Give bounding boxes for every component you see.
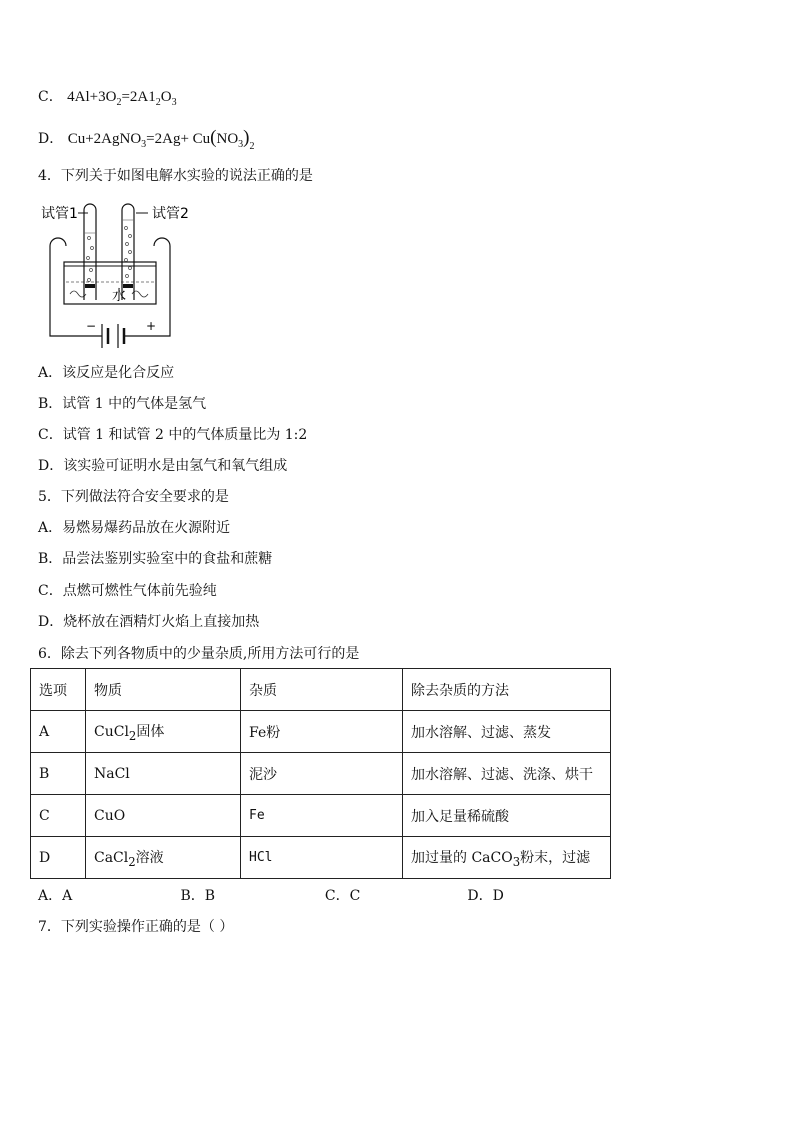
q5-stem: 5．下列做法符合安全要求的是 bbox=[38, 489, 229, 505]
row-option: B bbox=[31, 753, 86, 795]
table-row bbox=[31, 795, 611, 837]
header-option: 选项 bbox=[31, 669, 86, 711]
q6-stem: 6．除去下列各物质中的少量杂质,所用方法可行的是 bbox=[38, 646, 360, 662]
water-container bbox=[64, 262, 156, 304]
q4-option-c: C．试管 1 和试管 2 中的气体质量比为 1:2 bbox=[38, 427, 308, 443]
electrode-1 bbox=[85, 284, 95, 288]
minus-sign: − bbox=[86, 319, 97, 333]
table-row bbox=[31, 837, 611, 879]
row-option: A bbox=[31, 711, 86, 753]
q3-option-c: C． $4Al+3O_2=2A1_2O_3$ bbox=[38, 89, 177, 108]
row-impurity: HCl bbox=[241, 837, 403, 879]
q4-option-a: A．该反应是化合反应 bbox=[38, 365, 175, 381]
row-impurity: Fe bbox=[241, 795, 403, 837]
tube2-label: 试管2 bbox=[152, 206, 189, 222]
answer-b: B．B bbox=[180, 888, 216, 904]
q3-option-d-equation: Cu+2AgNO$_3$=2Ag+ $Cu(NO_3)_2$ bbox=[67, 127, 255, 152]
tube1-label: 试管1 bbox=[41, 206, 78, 222]
q5-option-b: B．品尝法鉴别实验室中的食盐和蔗糖 bbox=[38, 551, 273, 567]
q6-table bbox=[30, 668, 611, 879]
header-impurity: 杂质 bbox=[241, 669, 403, 711]
water-label: 水 bbox=[112, 288, 126, 304]
row-substance: CuO bbox=[86, 795, 241, 837]
gas-bubbles bbox=[87, 227, 132, 282]
q4-option-d: D．该实验可证明水是由氢气和氧气组成 bbox=[38, 458, 288, 474]
q6-answers bbox=[38, 887, 504, 905]
row-method: 加水溶解、过滤、蒸发 bbox=[403, 711, 611, 753]
plus-sign: + bbox=[146, 319, 157, 333]
row-impurity: Fe粉 bbox=[241, 711, 403, 753]
answer-c: C．C bbox=[324, 888, 361, 904]
electrode-2 bbox=[123, 284, 133, 288]
row-substance: CuCl$_2$固体 bbox=[86, 711, 241, 753]
q5-option-c: C．点燃可燃性气体前先验纯 bbox=[38, 583, 217, 599]
header-substance: 物质 bbox=[86, 669, 241, 711]
answer-d: D．D bbox=[467, 888, 504, 904]
q3-option-c-equation: $4Al+3O_2=2A1_2O_3$ bbox=[67, 89, 177, 108]
row-method: 加过量的 CaCO$_3$粉末，过滤 bbox=[403, 837, 611, 879]
table-row bbox=[31, 753, 611, 795]
row-impurity: 泥沙 bbox=[241, 753, 403, 795]
row-substance: NaCl bbox=[86, 753, 241, 795]
row-method: 加水溶解、过滤、洗涤、烘干 bbox=[403, 753, 611, 795]
row-option: D bbox=[31, 837, 86, 879]
row-substance: CaCl$_2$溶液 bbox=[86, 837, 241, 879]
q7-stem: 7．下列实验操作正确的是（ ） bbox=[38, 919, 234, 935]
q4-option-b: B．试管 1 中的气体是氢气 bbox=[38, 396, 207, 412]
q5-option-a: A．易燃易爆药品放在火源附近 bbox=[38, 520, 231, 536]
row-method: 加入足量稀硫酸 bbox=[403, 795, 611, 837]
table-row bbox=[31, 711, 611, 753]
answer-a: A．A bbox=[38, 888, 73, 904]
header-method: 除去杂质的方法 bbox=[403, 669, 611, 711]
electrolysis-diagram bbox=[36, 198, 196, 353]
q4-stem: 4．下列关于如图电解水实验的说法正确的是 bbox=[38, 168, 313, 184]
table-header-row bbox=[31, 669, 611, 711]
q3-option-d: D． Cu+2AgNO$_3$=2Ag+ $Cu(NO_3)_2$ bbox=[38, 127, 255, 152]
q5-option-d: D．烧杯放在酒精灯火焰上直接加热 bbox=[38, 614, 260, 630]
row-option: C bbox=[31, 795, 86, 837]
